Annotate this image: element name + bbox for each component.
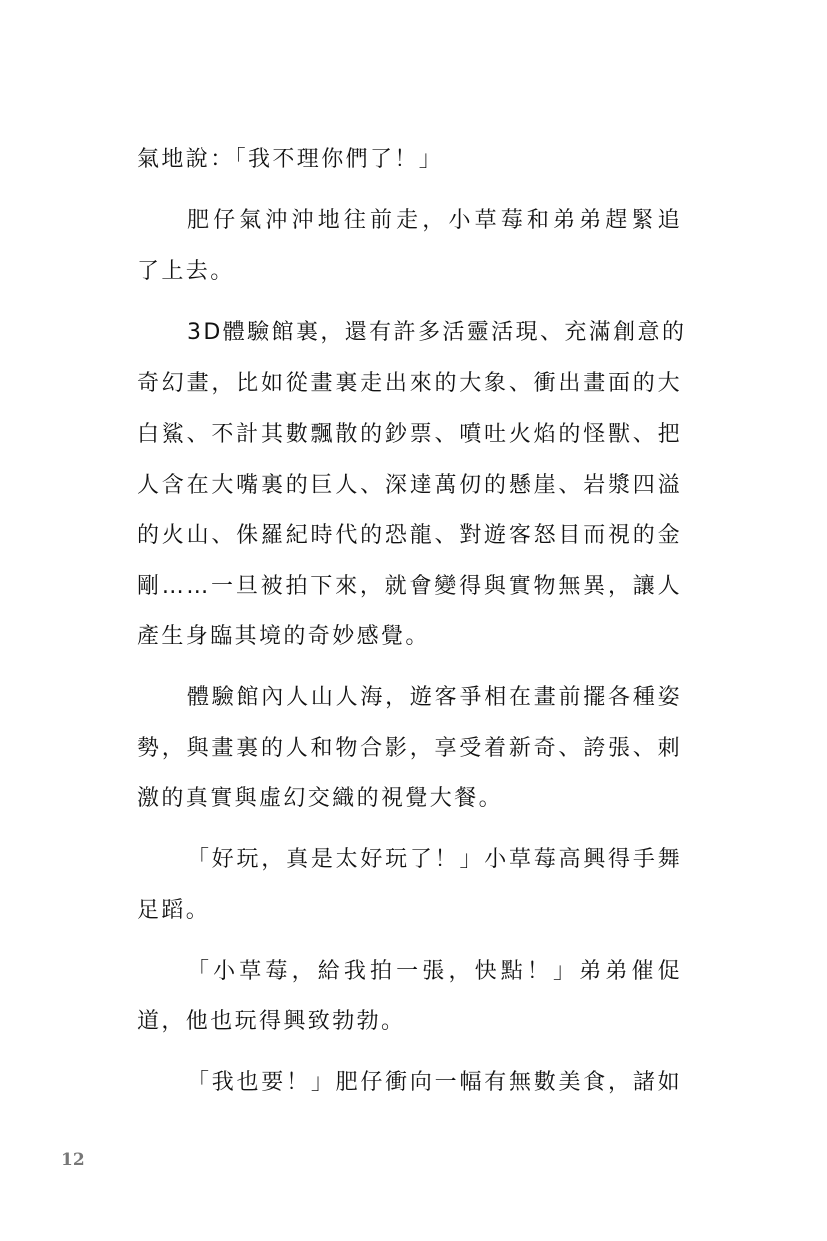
text-line: 氣地說：「我不理你們了！」 (137, 147, 444, 172)
text-line: 激的真實與虛幻交織的視覺大餐。 (137, 786, 504, 811)
text-line: 3D體驗館裏，還有許多活靈活現、充滿創意的 (187, 320, 687, 345)
text-line: 道，他也玩得興致勃勃。 (137, 1009, 406, 1034)
text-line: 「小草莓，給我拍一張，快點！」弟弟催促 (187, 959, 682, 984)
page-number: 12 (61, 1150, 85, 1170)
text-line: 的火山、侏羅紀時代的恐龍、對遊客怒目而視的金 (137, 523, 682, 548)
text-line: 勢，與畫裏的人和物合影，享受着新奇、誇張、刺 (137, 736, 682, 761)
text-line: 足蹈。 (137, 898, 211, 923)
text-line: 體驗館內人山人海，遊客爭相在畫前擺各種姿 (187, 685, 682, 710)
text-line: 了上去。 (137, 259, 235, 284)
text-line: 人含在大嘴裏的巨人、深達萬仞的懸崖、岩漿四溢 (137, 473, 682, 498)
text-line: 白鯊、不計其數飄散的鈔票、噴吐火焰的怪獸、把 (137, 422, 682, 447)
text-line: 「好玩，真是太好玩了！」小草莓高興得手舞 (187, 847, 682, 872)
text-line: 「我也要！」肥仔衝向一幅有無數美食，諸如 (187, 1070, 682, 1095)
text-line: 剛……一旦被拍下來，就會變得與實物無異，讓人 (137, 574, 682, 599)
text-line: 產生身臨其境的奇妙感覺。 (137, 624, 430, 649)
text-line: 奇幻畫，比如從畫裏走出來的大象、衝出畫面的大 (137, 371, 682, 396)
text-line: 肥仔氣沖沖地往前走，小草莓和弟弟趕緊追 (187, 208, 682, 233)
